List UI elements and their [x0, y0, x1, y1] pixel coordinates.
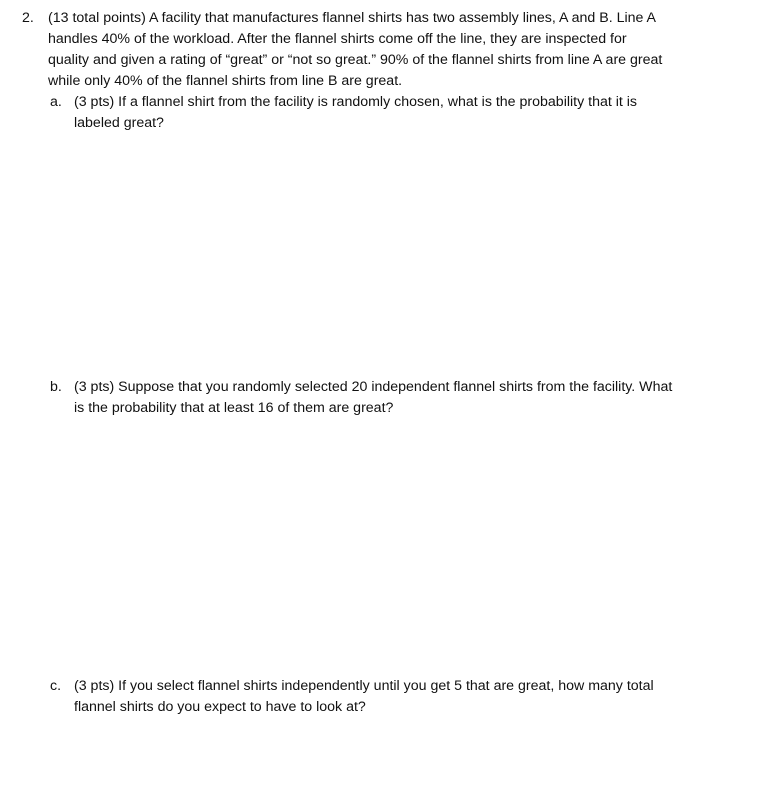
intro-line: handles 40% of the workload. After the flannel shirts come off the line, they are inspected for — [48, 31, 627, 47]
part-a-text-line: (3 pts) If a flannel shirt from the facility is randomly chosen, what is the probability that it is — [74, 94, 638, 110]
part-c-text-line: flannel shirts do you expect to have to look at? — [74, 699, 366, 715]
intro-line: while only 40% of the flannel shirts from line B are great. — [48, 73, 403, 89]
part-b-label: b. — [50, 379, 62, 395]
intro-line: quality and given a rating of “great” or “not so great.” 90% of the flannel shirts from line A are great — [48, 52, 663, 68]
question-number: 2. — [22, 10, 34, 26]
part-b-text-line: (3 pts) Suppose that you randomly selected 20 independent flannel shirts from the facility. What — [74, 379, 673, 395]
part-a-label: a. — [50, 94, 62, 110]
part-a-text-line: labeled great? — [74, 115, 164, 131]
part-b-text-line: is the probability that at least 16 of them are great? — [74, 400, 394, 416]
part-c-label: c. — [50, 678, 62, 694]
part-c-text-line: (3 pts) If you select flannel shirts independently until you get 5 that are great, how many total — [74, 678, 654, 694]
intro-line: (13 total points) A facility that manufactures flannel shirts has two assembly lines, A and B. Line A — [48, 10, 657, 26]
